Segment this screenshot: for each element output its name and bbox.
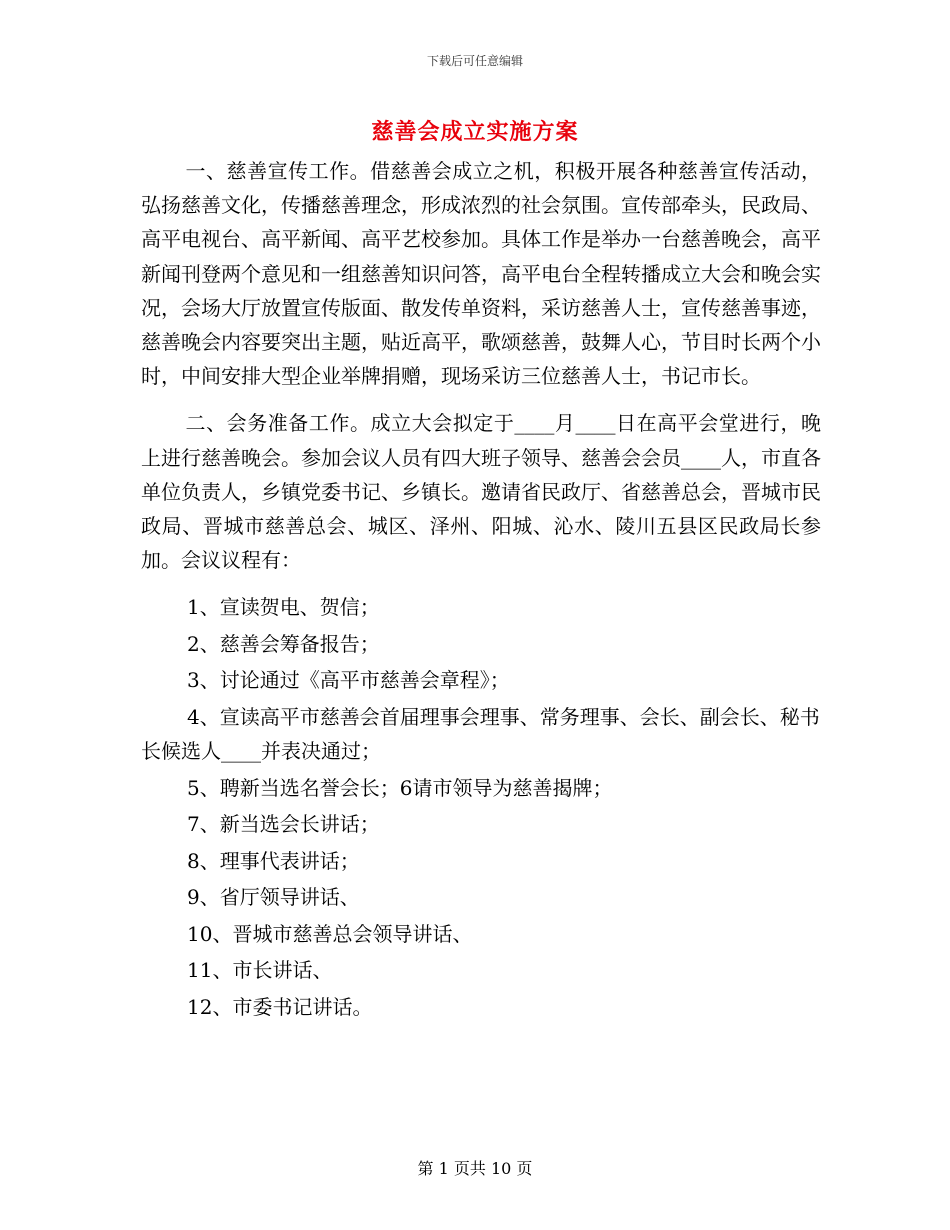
agenda-item: 12、市委书记讲话。 xyxy=(187,994,373,1019)
agenda-item: 1、宣读贺电、贺信； xyxy=(187,595,380,620)
agenda-item: 2、慈善会筹备报告； xyxy=(187,631,380,656)
paragraph-meeting-prep-text: 二、会务准备工作。成立大会拟定于____月____日在高平会堂进行，晚上进行慈善晚会。参加会议人员有四大班子领导、慈善会会员____人，市直各单位负责人，乡镇党委书记、乡镇长。邀请省民政厅、省慈善总会，晋城市民政局、晋城市慈善总会、城区、泽州、阳城、沁水、陵川五县区民政局长参加。会议议程有： xyxy=(141,411,821,573)
header-note: 下载后可任意编辑 xyxy=(426,54,523,68)
agenda-item: 11、市长讲话、 xyxy=(187,958,333,983)
agenda-item: 10、晋城市慈善总会领导讲话、 xyxy=(187,921,473,946)
agenda-item: 9、省厅领导讲话、 xyxy=(187,885,360,910)
paragraph-publicity-text: 一、慈善宣传工作。借慈善会成立之机，积极开展各种慈善宣传活动，弘扬慈善文化，传播慈善理念，形成浓烈的社会氛围。宣传部牵头，民政局、高平电视台、高平新闻、高平艺校参加。具体工作是举办一台慈善晚会，高平新闻刊登两个意见和一组慈善知识问答，高平电台全程转播成立大会和晚会实况，会场大厅放置宣传版面、散发传单资料，采访慈善人士，宣传慈善事迹，慈善晚会内容要突出主题，贴近高平，歌颂慈善，鼓舞人心，节目时长两个小时，中间安排大型企业举牌捐赠，现场采访三位慈善人士，书记市长。 xyxy=(141,159,821,389)
agenda-list xyxy=(141,590,821,1023)
agenda-item: 7、新当选会长讲话； xyxy=(187,812,380,837)
agenda-item: 4、宣读高平市慈善会首届理事会理事、常务理事、会长、副会长、秘书长候选人____并表决通过； xyxy=(141,704,820,764)
agenda-item: 5、聘新当选名誉会长；6请市领导为慈善揭牌； xyxy=(187,775,613,800)
agenda-item: 3、讨论通过《高平市慈善会章程》； xyxy=(187,668,510,693)
document-body xyxy=(141,154,821,1026)
paragraph-publicity xyxy=(141,154,821,393)
paragraph-meeting-prep xyxy=(141,406,821,577)
document-title: 慈善会成立实施方案 xyxy=(371,119,579,145)
page-number: 第 1 页共 10 页 xyxy=(417,1159,533,1178)
agenda-item: 8、理事代表讲话； xyxy=(187,848,360,873)
